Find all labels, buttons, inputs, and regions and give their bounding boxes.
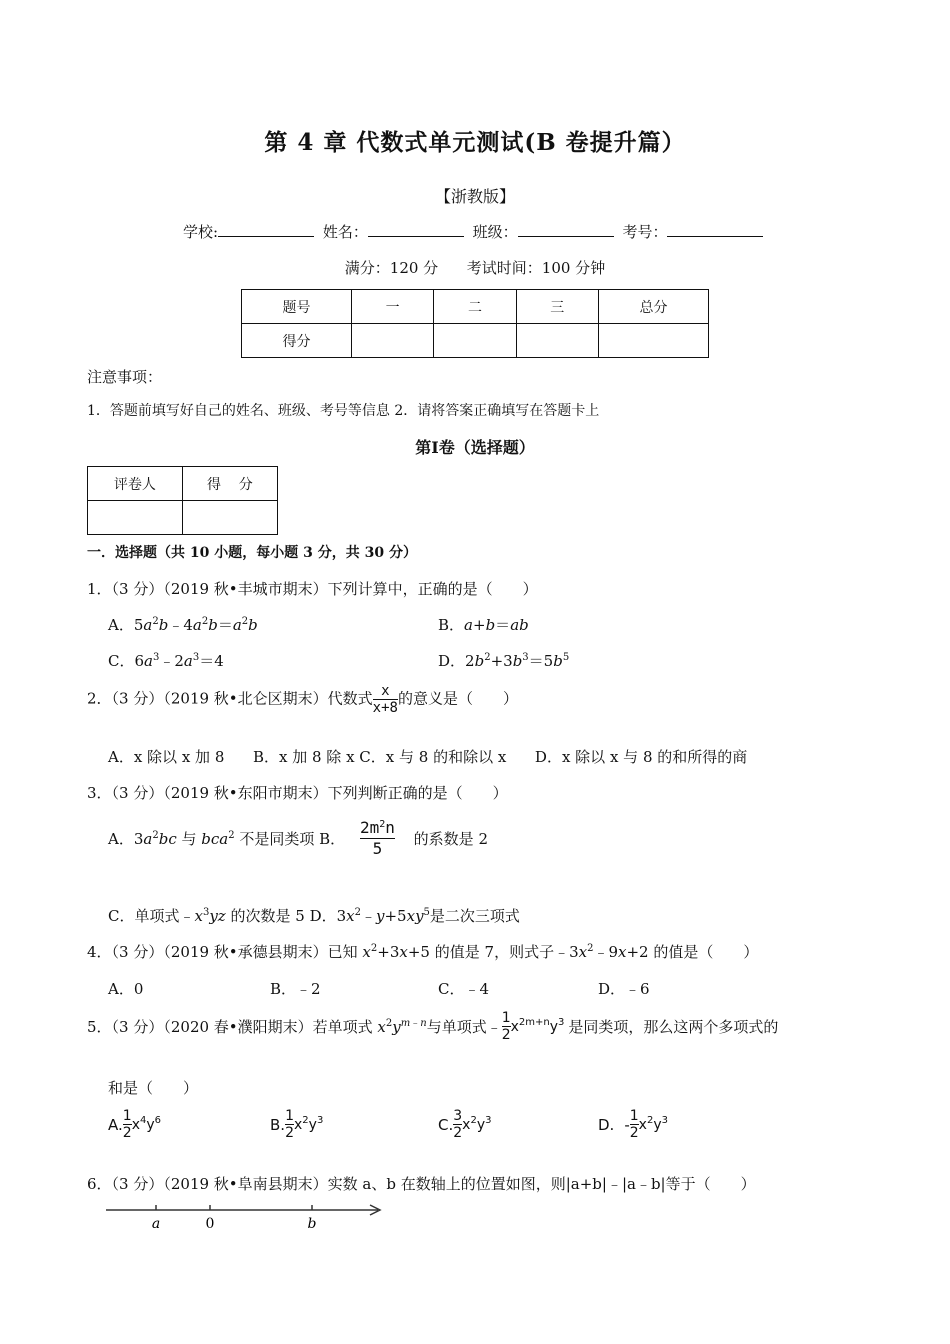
q4-suffix: 的值是（ ） [648,943,759,961]
q2-denominator: x+8 [372,700,398,716]
q2-fraction [373,683,398,716]
score-row-label: 得分 [242,324,352,358]
class-label: 班级： [472,223,518,241]
score-cell[interactable] [352,324,434,358]
q2-prefix: 2．（3 分）（2019 秋•北仑区期末）代数式 [87,689,373,708]
question-2-stem [87,683,518,716]
score-header-cell: 题号 [242,290,352,324]
q4-option-a: A．0 [108,980,144,998]
name-field[interactable] [368,222,464,237]
q5-option-d: D. - $\frac{1}{2}$ $x^2y^3$ [598,1108,669,1141]
score-header-cell: 三 [516,290,598,324]
notes-text: 1．答题前填写好自己的姓名、班级、考号等信息 2．请将答案正确填写在答题卡上 [87,403,600,419]
q3-option-b-suffix: 的系数是 2 [413,830,488,848]
q1-option-a: A．$5a^2b﹣4a^2b=a^2b$ [108,616,258,634]
document-title: 第 4 章 代数式单元测试(B 卷提升篇） [264,129,686,156]
q1-option-b: B．a+b＝ab [438,616,529,634]
q5-option-b: B. $\frac{1}{2}$ $x^2y^3$ [270,1108,324,1141]
exam-number-field[interactable] [667,222,763,237]
volume-title: 第Ⅰ卷（选择题） [415,438,535,457]
school-field[interactable] [218,222,314,237]
q5-fraction: $\frac{1}{2}$ [501,1010,511,1043]
score-cell[interactable] [516,324,598,358]
q2-options: A．x 除以 x 加 8 B．x 加 8 除 x C．x 与 8 的和除以 x D．x 除以 x 与 8 的和所得的商 [108,748,748,766]
score-header-cell: 二 [434,290,516,324]
grader-header-cell: 评卷人 [88,467,183,501]
question-3-stem: 3．（3 分）（2019 秋•东阳市期末）下列判断正确的是（ ） [87,784,508,802]
q3-fraction: $\frac{2m^2n}{5}$ [359,818,395,858]
q5-prefix: 5．（3 分）（2020 春•濮阳期末）若单项式 [87,1018,378,1036]
exam-number-label: 考号： [622,223,668,241]
score-header-cell: 总分 [598,290,708,324]
q4-option-d: D．﹣6 [598,980,650,998]
label-b: b [307,1216,317,1232]
q4-prefix: 4．（3 分）（2019 秋•承德县期末）已知 [87,943,363,961]
grader-cell[interactable] [88,501,183,535]
q4-option-b: B．﹣2 [270,980,321,998]
q5-mid: 与单项式﹣ [426,1018,502,1036]
question-4-stem: 4．（3 分）（2019 秋•承德县期末）已知 $x^2+3x+5$ 的值是 7，则式子$﹣3x^2﹣9x+2$ 的值是（ ） [87,943,759,961]
number-line-figure [100,1200,390,1234]
q2-numerator: x [381,683,390,699]
q5-suffix: 是同类项，那么这两个多项式的 [568,1018,779,1036]
question-6-stem: 6．（3 分）（2019 秋•阜南县期末）实数 a、b 在数轴上的位置如图，则|a+b|﹣|a﹣b|等于（ ） [87,1175,756,1193]
class-field[interactable] [518,222,614,237]
question-1-stem: 1．（3 分）（2019 秋•丰城市期末）下列计算中，正确的是（ ） [87,580,538,598]
q4-option-c: C．﹣4 [438,980,490,998]
q3-options-ab: A．$3a^2bc$ 与 bca$^2$ 不是同类项 B． $\frac{2m^2n}{5}$ 的系数是 2 [108,818,488,858]
section-title: 一．选择题（共 10 小题，每小题 3 分，共 30 分） [87,545,417,561]
label-zero: 0 [205,1216,215,1232]
grader-cell[interactable] [182,501,277,535]
q5-option-c: C. $\frac{3}{2}$ $x^2y^3$ [438,1108,492,1141]
edition-label: 【浙教版】 [434,187,515,206]
notes-title: 注意事项： [87,368,163,386]
name-label: 姓名： [322,223,368,241]
score-cell[interactable] [598,324,708,358]
q1-option-c: C．$6a^3﹣2a^3=4$ [108,652,224,670]
school-label: 学校: [183,223,219,241]
exam-info: 满分：120 分 考试时间：100 分钟 [344,259,606,277]
question-5-stem: 5．（3 分）（2020 春•濮阳期末）若单项式 $x^2y^{m﹣n}$与单项式﹣ $\frac{1}{2}$ $x^{2m+n}y^3$ 是同类项，那么这两个多项式的 [87,1010,779,1043]
score-header-cell: 一 [352,290,434,324]
q2-suffix: 的意义是（ ） [397,689,518,708]
q3-options-cd: C．单项式$﹣x^3yz$ 的次数是 5 D．$3x^2﹣y+5xy^5$是二次三项式 [108,907,520,925]
score-cell[interactable] [434,324,516,358]
q5-option-a: A. $\frac{1}{2}$ $x^4y^6$ [108,1108,162,1141]
q5-stem-line2: 和是（ ） [108,1079,199,1097]
student-info-fields [183,221,767,242]
grader-table [87,466,278,535]
grader-header-cell: 得 分 [182,467,277,501]
q1-option-d: D．$2b^2+3b^3=5b^5$ [438,652,570,670]
score-table [241,289,709,358]
q4-mid: 的值是 7，则式子﹣ [429,943,570,961]
label-a: a [151,1216,161,1232]
